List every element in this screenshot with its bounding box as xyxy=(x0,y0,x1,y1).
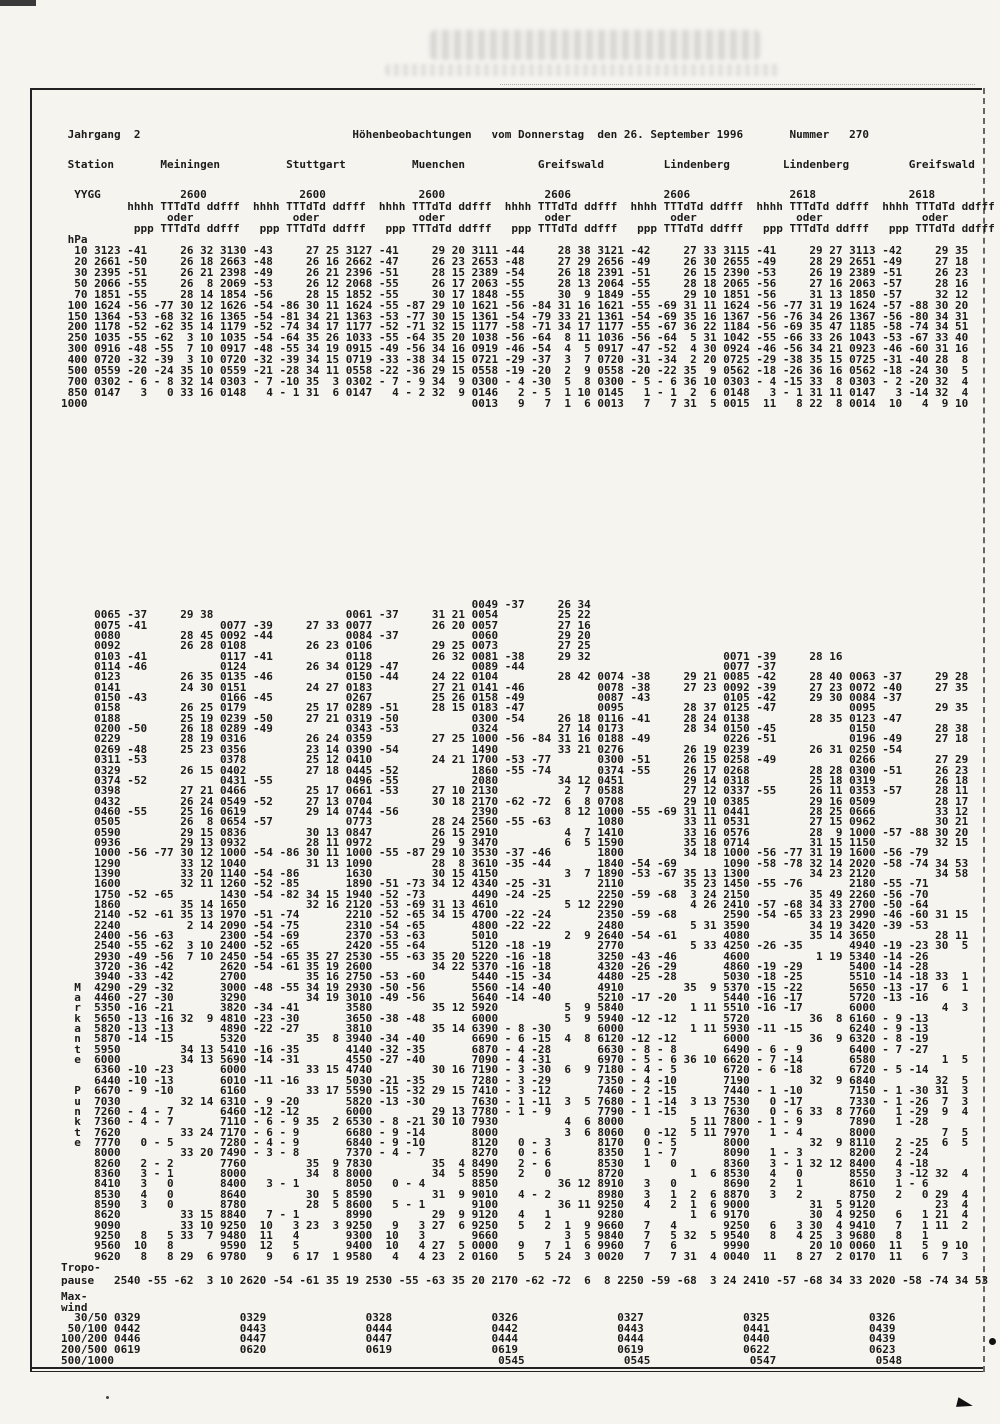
report-line: 0080 28 45 0092 -44 0084 -37 0060 29 20 xyxy=(61,629,591,643)
report-line: 0590 29 15 0836 30 13 0847 26 15 2910 4 7 1410 33 16 0576 28 9 1000 -57 -88 30 20 xyxy=(61,825,969,839)
report-line: 0188 25 19 0239 -50 27 21 0319 -50 0300 -54 26 18 0116 -41 28 24 0138 28 35 0123 -47 xyxy=(61,711,903,725)
ink-dot-artifact xyxy=(989,1338,996,1345)
report-line: 200/500 0619 0620 0619 0619 0619 0622 0623 xyxy=(61,1342,896,1356)
frame-bottom-border-2 xyxy=(30,1371,985,1372)
bottom-right-arrow-mark xyxy=(956,1397,974,1411)
report-line: k 5650 -13 -16 32 9 4810 -23 -30 3650 -38 -48 6000 5 9 5940 -12 -12 5720 36 8 6160 - 9 -13 xyxy=(61,1011,929,1025)
report-line: 0505 26 8 0654 -57 0773 28 24 2560 -55 -63 1080 33 11 0531 27 15 0962 30 21 xyxy=(61,815,969,829)
report-line: 300 0916 -48 -55 7 10 0917 -48 -55 34 19 0915 -49 -56 34 16 0919 -46 -54 4 5 0917 -47 -52 4 30 0924 -46 -56 34 21 0923 -46 -60 31 16 xyxy=(61,342,969,356)
frame-bottom-border xyxy=(30,1367,985,1369)
report-line: 0398 27 21 0466 25 17 0661 -53 27 10 2130 2 7 0588 27 12 0337 -55 26 11 0353 -57 28 11 xyxy=(61,784,969,798)
report-line: k 7360 - 4 - 7 7110 - 6 - 9 35 2 6530 - 8 -21 30 10 7930 4 6 8000 5 11 7800 - 1 - 9 7890 1 -28 xyxy=(61,1115,929,1129)
report-line: 8360 3 - 1 8000 34 8 8000 34 5 8590 2 0 8720 1 6 8530 4 0 8550 3 -12 32 4 xyxy=(61,1166,969,1180)
report-line: YYGG 2600 2600 2600 2606 2606 2618 2618 xyxy=(61,188,936,201)
report-line: Max- xyxy=(61,1290,88,1303)
report-line: 20 2661 -50 26 18 2663 -48 26 16 2662 -47 26 23 2653 -48 27 29 2656 -49 26 30 2655 -49 28 29 2651 -49 27 18 xyxy=(61,254,969,268)
report-line: 0200 -50 26 18 0289 -49 0343 -53 0324 27 14 0173 28 34 0150 -45 0150 28 38 xyxy=(61,722,969,736)
report-line: 30 2395 -51 26 21 2398 -49 26 21 2396 -51 28 15 2389 -54 26 18 2391 -51 26 15 2390 -53 26 19 2389 -51 26 23 xyxy=(61,265,969,279)
report-line: 30/50 0329 0329 0328 0326 0327 0325 0326 xyxy=(61,1311,896,1325)
report-line: 850 0147 3 0 33 16 0148 4 - 1 31 6 0147 4 - 2 32 9 0146 2 - 5 1 10 0145 1 - 1 2 6 0148 3 - 1 31 11 0147 3 -14 32 4 xyxy=(61,386,969,400)
report-line: 200 1178 -52 -62 35 14 1179 -52 -74 34 17 1177 -52 -71 32 15 1177 -58 -71 34 17 1177 -55 -67 36 22 1184 -56 -69 35 47 1185 -58 -74 34 51 xyxy=(61,320,969,334)
report-line: 1860 35 14 1650 32 16 2120 -53 -69 31 13 4610 5 12 2290 4 26 2410 -57 -68 34 33 2700 -50 -64 xyxy=(61,897,929,911)
ghost-print-smudge-small xyxy=(385,64,780,76)
report-line: 9620 8 8 29 6 9780 9 6 17 1 9580 4 4 23 2 0160 5 5 24 3 0020 7 7 31 4 0040 11 8 27 2 0170 11 6 7 3 xyxy=(61,1249,969,1263)
report-line: 0269 -48 25 23 0356 23 14 0390 -54 1490 33 21 0276 26 19 0239 26 31 0250 -54 xyxy=(61,742,903,756)
report-line: 1000 0013 9 7 1 6 0013 7 7 31 5 0015 11 8 22 8 0014 10 4 9 10 xyxy=(61,397,969,411)
report-line: 2140 -52 -61 35 13 1970 -51 -74 2210 -52 -65 34 15 4700 -22 -24 2350 -59 -68 2590 -54 -65 33 23 2990 -46 -60 31 15 xyxy=(61,908,969,922)
report-line: 0229 28 19 0316 26 24 0359 27 25 1000 -56 -84 31 16 0188 -49 0226 -51 0196 -49 27 18 xyxy=(61,732,969,746)
report-line: 50 2066 -55 26 8 2069 -53 26 12 2068 -55 26 17 2063 -55 28 13 2064 -55 28 18 2065 -56 27 16 2063 -57 28 16 xyxy=(61,276,969,290)
report-line: Tropo- xyxy=(61,1261,101,1274)
report-line: 8530 4 0 8640 30 5 8590 31 9 9010 4 - 2 8980 3 1 2 6 8870 3 2 8750 2 0 29 4 xyxy=(61,1187,969,1201)
report-line: 700 0302 - 6 - 8 32 14 0303 - 7 -10 35 3 0302 - 7 - 9 34 9 0300 - 4 -30 5 8 0300 - 5 - 6 36 10 0303 - 4 -15 33 8 0303 - 2 -20 32 4 xyxy=(61,375,969,389)
report-line: 1290 33 12 1040 31 13 1090 28 8 3610 -35 -44 1840 -54 -69 1090 -58 -78 32 14 2020 -58 -74 34 53 xyxy=(61,856,969,870)
report-line: 1000 -56 -77 30 12 1000 -54 -86 30 11 1000 -55 -87 29 10 3530 -37 -46 1800 34 18 1000 -56 -77 31 19 1600 -56 -79 xyxy=(61,846,929,860)
report-line: 8620 33 15 8840 7 - 1 8990 29 9 9120 4 1 9280 1 6 9170 30 4 9250 6 1 21 4 xyxy=(61,1208,969,1222)
report-line: r 5350 -16 -21 3820 -34 -41 3580 35 12 5920 5 9 5840 1 11 5510 -16 -17 6000 4 3 xyxy=(61,1001,969,1015)
report-header-lines xyxy=(61,120,975,210)
report-line: 0075 -41 0077 -39 27 33 0077 26 20 0057 27 16 xyxy=(61,618,591,632)
report-line: 100 1624 -56 -77 30 12 1626 -54 -86 30 11 1624 -55 -87 29 10 1621 -56 -84 31 16 1621 -55 -69 31 11 1624 -56 -77 31 19 1624 -57 -88 30 20 xyxy=(61,298,969,312)
report-line: hPa xyxy=(61,232,88,246)
report-line: wind xyxy=(61,1300,88,1314)
report-line: 100/200 0446 0447 0447 0444 0444 0440 0439 xyxy=(61,1332,896,1346)
report-line: 0936 29 13 0932 28 11 0972 29 9 3470 6 5 1590 35 18 0714 31 15 1150 32 15 xyxy=(61,835,969,849)
report-line: 0049 -37 26 34 xyxy=(61,598,591,611)
report-line: 1390 33 20 1140 -54 -86 1630 30 15 4150 3 7 1890 -53 -67 35 13 1300 34 23 2120 34 58 xyxy=(61,866,969,880)
tropopause-section xyxy=(61,1261,988,1287)
report-line: 50/100 0442 0443 0444 0442 0443 0441 0439 xyxy=(61,1321,896,1335)
report-line: 6440 -10 -13 6010 -11 -16 5030 -21 -35 7280 - 3 -29 7350 - 4 -10 7190 32 9 6840 32 5 xyxy=(61,1073,969,1087)
report-line: 8260 2 - 2 7760 35 9 7830 35 4 8490 2 - 6 8530 1 0 8360 3 - 1 32 12 8400 4 -18 xyxy=(61,1156,929,1170)
ghost-print-smudge xyxy=(430,30,760,60)
report-line: n 5870 -14 -15 5320 35 8 3940 -34 -40 6690 - 6 -15 4 8 6120 -12 -12 6000 36 9 6320 - 8 -19 xyxy=(61,1032,929,1046)
report-line: 0460 -55 25 16 0619 29 14 0744 -56 2390 8 12 1000 -55 -69 31 11 0441 28 25 0666 33 12 xyxy=(61,804,969,818)
report-line: t 7620 33 24 7170 - 6 - 9 6680 - 9 -14 8000 3 6 8060 0 -12 5 11 7970 1 - 4 8000 7 5 xyxy=(61,1125,969,1139)
report-line: 0150 -43 0166 -45 0267 25 26 0158 -49 0087 -43 0105 -42 29 30 0084 -37 xyxy=(61,691,903,705)
report-line: 2400 -56 -63 2300 -54 -69 2370 -53 -63 5010 2 9 2640 -54 -61 4080 35 14 3650 28 11 xyxy=(61,929,969,942)
report-line: 6360 -10 -23 6000 33 15 4740 30 16 7190 - 3 -30 6 9 7180 - 4 - 5 6720 - 6 -18 6720 - 5 -14 xyxy=(61,1063,929,1077)
report-line: Jahrgang 2 Höhenbeobachtungen vom Donnerstag den 26. September 1996 Nummer 270 xyxy=(61,128,869,141)
report-line: 2930 -49 -56 7 10 2450 -54 -65 35 27 2530 -55 -63 35 20 5220 -16 -18 3250 -43 -46 4600 1 19 5340 -14 -26 xyxy=(61,949,929,963)
frame-left-border xyxy=(30,88,32,1372)
report-line: 9090 33 10 9250 10 3 23 3 9250 9 3 27 6 9250 5 2 1 9 9660 7 4 9250 6 3 30 4 9410 7 1 11 2 xyxy=(61,1218,969,1232)
report-line: e 6000 34 13 5690 -14 -31 4550 -27 -40 7090 - 4 -31 6970 - 5 - 6 36 10 6620 - 7 -14 6580 1 5 xyxy=(61,1053,969,1067)
report-line: 0374 -52 0431 -55 0496 -55 2080 34 12 0451 29 14 0318 25 18 0319 26 18 xyxy=(61,773,969,787)
report-line: 8000 33 20 7490 - 3 - 8 7370 - 4 - 7 8270 0 - 6 8350 1 - 7 8090 1 - 3 8200 2 -24 xyxy=(61,1146,929,1160)
report-line: hhhh TTTdTd ddfff hhhh TTTdTd ddfff hhhh TTTdTd ddfff hhhh TTTdTd ddfff hhhh TTTdTd ddfff hhhh TTTdTd ddfff hhhh TTTdTd ddfff xyxy=(61,200,995,213)
frame-top-border xyxy=(30,88,982,90)
report-line: 0065 -37 29 38 0061 -37 31 21 0054 25 22 xyxy=(61,608,591,622)
report-line: 70 1851 -55 28 14 1854 -56 28 15 1852 -55 30 17 1848 -55 30 9 1849 -55 29 10 1851 -56 31 13 1850 -57 32 12 xyxy=(61,287,969,301)
report-line: 9560 10 8 9590 12 5 9400 10 4 27 5 0000 9 7 1 6 9960 7 6 9990 20 10 0060 11 5 9 10 xyxy=(61,1239,969,1253)
report-line: 500 0559 -20 -24 35 10 0559 -21 -28 34 11 0558 -22 -36 29 15 0558 -19 -20 2 9 0558 -20 -22 35 9 0562 -18 -26 36 16 0562 -18 -24 30 5 xyxy=(61,364,969,378)
scan-dotted-line xyxy=(500,84,975,85)
report-line: 1750 -52 -65 1430 -54 -82 34 15 1940 -52 -73 4490 -24 -25 2250 -59 -68 3 24 2150 35 49 2260 -56 -70 xyxy=(61,887,929,901)
report-line: 0141 24 30 0151 24 27 0183 27 21 0141 -46 0078 -38 27 23 0092 -39 27 23 0072 -40 27 35 xyxy=(61,680,969,694)
report-line: a 5820 -13 -13 4890 -22 -27 3810 35 14 6390 - 8 -30 6000 1 11 5930 -11 -15 6240 - 9 -13 xyxy=(61,1022,929,1036)
significant-levels-table xyxy=(61,600,968,1262)
report-line: 0092 26 28 0108 26 23 0106 29 25 0073 27 25 xyxy=(61,639,591,653)
report-line: 0329 26 15 0402 27 18 0445 -52 1860 -55 -74 0374 -55 26 17 0268 28 28 0300 -51 26 23 xyxy=(61,763,969,777)
report-line: t 5950 34 13 5410 -16 -35 4140 -32 -35 6870 - 4 -28 6630 - 8 - 8 6490 - 6 - 9 6400 - 7 -27 xyxy=(61,1042,929,1056)
maxwind-section xyxy=(61,1292,902,1366)
report-line: 0158 26 25 0179 25 17 0289 -51 28 15 0183 -47 0095 28 37 0125 -47 0095 29 35 xyxy=(61,701,969,715)
report-line: 10 3123 -41 26 32 3130 -43 27 25 3127 -41 29 20 3111 -44 28 38 3121 -42 27 33 3115 -41 29 27 3113 -42 29 35 xyxy=(61,243,969,257)
report-line: 250 1035 -55 -62 3 10 1035 -54 -64 35 26 1033 -55 -64 35 20 1038 -56 -64 8 11 1036 -56 -64 5 31 1042 -55 -66 33 26 1043 -53 -67 33 40 xyxy=(61,331,969,345)
report-line: 400 0720 -32 -39 3 10 0720 -32 -39 34 15 0719 -33 -38 34 15 0721 -29 -37 3 7 0720 -31 -34 2 20 0725 -29 -38 35 15 0725 -31 -40 28 8 xyxy=(61,353,969,367)
report-line: n 7260 - 4 - 7 6460 -12 -12 6000 29 13 7780 - 1 - 9 7790 - 1 -15 7630 0 - 6 33 8 7760 1 -29 9 4 xyxy=(61,1104,969,1118)
report-line: 3940 -33 -42 2700 35 16 2750 -53 -60 5440 -15 -34 4480 -25 -28 5030 -18 -25 5510 -14 -18 33 1 xyxy=(61,970,969,984)
report-line: 0114 -46 0124 26 34 0129 -47 0089 -44 0077 -37 xyxy=(61,660,777,674)
report-line: e 7770 0 - 5 7280 - 4 - 9 6840 - 9 -10 8120 0 - 3 8170 0 - 5 8000 32 9 8110 2 -25 6 5 xyxy=(61,1135,969,1149)
report-line: pause 2540 -55 -62 3 10 2620 -54 -61 35 19 2530 -55 -63 35 20 2170 -62 -72 6 8 2250 -59 -68 3 24 2410 -57 -68 34 33 2020 -58 -74 34 53 xyxy=(61,1274,989,1287)
report-line: 150 1364 -53 -68 32 16 1365 -54 -81 34 21 1363 -53 -77 30 15 1361 -54 -79 33 21 1361 -54 -69 35 16 1367 -56 -76 34 26 1367 -56 -80 34 31 xyxy=(61,309,969,323)
report-line: oder oder oder oder oder oder oder xyxy=(61,210,995,224)
report-line: M 4290 -29 -32 3000 -48 -55 34 19 2930 -50 -56 5560 -14 -40 4910 35 9 5370 -15 -22 5650 -13 -17 6 1 xyxy=(61,980,969,994)
report-line: u 7030 32 14 6310 - 9 -20 5820 -13 -30 7630 - 1 -11 3 5 7680 - 1 -14 3 13 7530 0 -17 7330 - 1 -26 7 3 xyxy=(61,1094,969,1108)
report-line: 0311 -53 0378 25 12 0410 24 21 1700 -53 -77 0300 -51 26 15 0258 -49 0266 27 29 xyxy=(61,753,969,767)
report-line: ppp TTTdTd ddfff ppp TTTdTd ddfff ppp TTTdTd ddfff ppp TTTdTd ddfff ppp TTTdTd ddfff ppp TTTdTd ddfff ppp TTTdTd ddfff xyxy=(61,221,995,235)
report-line: 2240 2 14 2090 -54 -75 2310 -54 -65 4800 -22 -22 2480 5 31 3590 34 19 3420 -39 -53 xyxy=(61,918,929,932)
report-line: 8590 3 0 8780 28 5 8600 5 - 1 9100 36 11 9250 4 2 1 6 9000 31 5 9120 23 4 xyxy=(61,1197,969,1211)
report-line: 0103 -41 0117 -41 0118 26 32 0081 -38 29 32 0071 -39 28 16 xyxy=(61,649,843,663)
report-line: a 4460 -27 -30 3290 34 19 3010 -49 -56 5640 -14 -40 5210 -17 -20 5440 -16 -17 5720 -13 -16 xyxy=(61,991,929,1005)
report-line: 1600 32 11 1260 -52 -85 1890 -51 -73 34 12 4340 -25 -31 2110 35 23 1450 -55 -76 2180 -55 -71 xyxy=(61,877,929,891)
report-line: 2540 -55 -62 3 10 2400 -52 -65 2420 -55 -64 5120 -18 -19 2770 5 33 4250 -26 -35 4940 -19 -23 30 5 xyxy=(61,939,969,953)
report-line: 3720 -36 -42 2620 -54 -61 35 19 2600 34 22 5370 -16 -18 4320 -26 -29 4860 -19 -29 5400 -14 -28 xyxy=(61,960,929,974)
report-line: 8410 3 0 8400 3 - 1 8050 0 - 4 8850 36 12 8910 3 0 8690 2 1 8610 1 - 6 xyxy=(61,1177,929,1191)
report-line: Station Meiningen Stuttgart Muenchen Greifswald Lindenberg Lindenberg Greifswald xyxy=(61,158,975,171)
report-line: 500/1000 0545 0545 0547 0548 xyxy=(61,1353,903,1367)
tiny-dot-artifact xyxy=(106,1396,109,1399)
scan-corner-mark xyxy=(0,0,36,6)
report-line: P 6670 - 9 -10 6160 33 17 5590 -15 -32 29 15 7410 - 3 -12 7460 - 2 -15 7440 - 1 -10 7150 - 1 -30 31 3 xyxy=(61,1084,969,1098)
report-line: 9250 8 5 33 7 9480 11 4 9300 10 3 9660 3 5 9840 7 5 32 5 9540 8 4 25 3 9680 8 1 xyxy=(61,1228,929,1242)
pressure-level-table xyxy=(61,202,995,410)
report-line: 0123 26 35 0135 -46 0150 -44 24 22 0104 28 42 0074 -38 29 21 0085 -42 28 40 0063 -37 29 28 xyxy=(61,670,969,684)
report-line: 0432 26 24 0549 -52 27 13 0704 30 18 2170 -62 -72 6 8 0708 29 10 0385 29 16 0509 28 17 xyxy=(61,794,969,808)
